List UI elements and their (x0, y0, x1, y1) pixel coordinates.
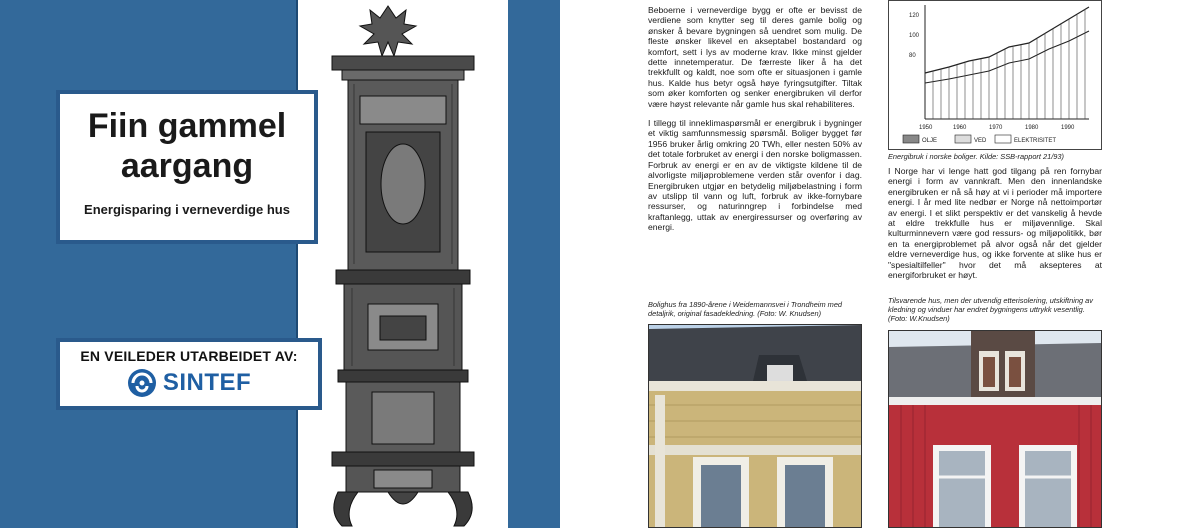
paragraph-2: I tillegg til inneklimaspørsmål er energibruk i bygninger et viktig samfunnsmessig spørsmål. Boliger bygget før 1956 bruker årlig omkring 20 TWh, eller nesten 50% av det totale forbruket av energi i den norske boligmassen. Forbruk av energi er en av de viktigste kildene til de alvorligste miljøproblemene verden står ovenfor i dag. Energibruken utgjør en betydelig miljøbelastning i form av utslipp til vann og luft, forbruk av ikke-fornybare ressurser, og naturinngrep i forbindelse med kraftanlegg, uttak av energiressurser og overføring av energi. (648, 118, 862, 233)
stove-illustration (318, 4, 488, 528)
y-tick-80: 80 (909, 53, 916, 59)
photo-red-house (888, 330, 1102, 528)
sintef-logo (60, 368, 318, 398)
electricity-upper-line (925, 7, 1089, 73)
paragraph-3: I Norge har vi lenge hatt god tilgang på ren fornybar energi i form av vannkraft. Men den innenlandske energibruken er nå så høy at vi i perioder må importere energi. I år med lite nedbør er Norge nå nettoimportør av energi. I et slikt perspektiv er det vanskelig å hevde at eldre trekkfulle hus er miljøvennlige. Skal kulturminnevern være god ressurs- og miljøpolitikk, bør en ta energiproblemet på alvor også når det gjelder eldre verneverdige hus, og ikke forvente at slike hus er "spesialtilfeller" hvor det må aksepteres at energiforbruket er høyt. (888, 166, 1102, 281)
y-tick-120: 120 (909, 13, 920, 19)
caption-left: Bolighus fra 1890-årene i Weidemannsvei i Trondheim med detaljrik, original fasadekledning. (Foto: W. Knudsen) (648, 300, 843, 318)
chart-svg (889, 1, 1101, 149)
x-tick-1990: 1990 (1061, 125, 1075, 131)
wood-line (925, 31, 1089, 83)
caption-right: Tilsvarende hus, men der utvendig etterisolering, utskiftning av kledning og vinduer har endret bygningens uttrykk vesentlig. (Foto: W.Knudsen) (888, 296, 1093, 323)
x-tick-1970: 1970 (989, 125, 1003, 131)
photo-yellow-house (648, 324, 862, 528)
paragraph-1: Beboerne i verneverdige bygg er ofte er bevisst de verdiene som knytter seg til deres gamle bolig og ønsker å bevare bygningen så uendret som mulig. De fleste ønsker likevel en akseptabel bostandard og komfort, sett i lys av moderne krav. Ikke minst gjelder dette innetemperatur. De færreste liker å ha det trekkfullt og kaldt, noe som ofte er situasjonen i gamle hus. Kalde hus betyr også høye fyringsutgifter. Tiltak som øker komforten og senker energibruken vil derfor være høyst relevante når gamle hus skal rehabiliteres. (648, 5, 862, 109)
x-tick-1960: 1960 (953, 125, 967, 131)
spine-band (508, 0, 560, 528)
legend-olje: OLJE (922, 138, 938, 144)
publisher-box (56, 338, 322, 410)
sintef-wordmark: SINTEF (162, 369, 252, 396)
legend-ved: VED (974, 138, 987, 144)
red-house-image (889, 331, 1102, 528)
cover-title-line1: Fiin gammel (87, 107, 287, 145)
cover-divider (296, 0, 298, 528)
legend-swatch-olje (903, 135, 919, 143)
x-tick-1980: 1980 (1025, 125, 1039, 131)
article-column-right (888, 166, 1102, 289)
x-tick-1950: 1950 (919, 125, 933, 131)
chart-caption: Energibruk i norske boliger. Kilde: SSB-rapport 21/93) (888, 152, 1064, 161)
guide-label: EN VEILEDER UTARBEIDET AV: (80, 348, 298, 364)
y-tick-100: 100 (909, 33, 920, 39)
title-box (56, 90, 318, 244)
cover-title-line2: aargang (120, 147, 254, 185)
yellow-house-image (649, 325, 862, 528)
energy-chart (888, 0, 1102, 150)
cover-background (0, 0, 296, 528)
sintef-emblem-icon (127, 368, 157, 398)
article-column-left (648, 5, 862, 242)
legend-elektrisitet: ELEKTRISITET (1014, 138, 1057, 144)
legend-swatch-ved (955, 135, 971, 143)
hatching (933, 9, 1085, 119)
legend-swatch-elektrisitet (995, 135, 1011, 143)
cover-subtitle: Energisparing i verneverdige hus (84, 202, 290, 217)
